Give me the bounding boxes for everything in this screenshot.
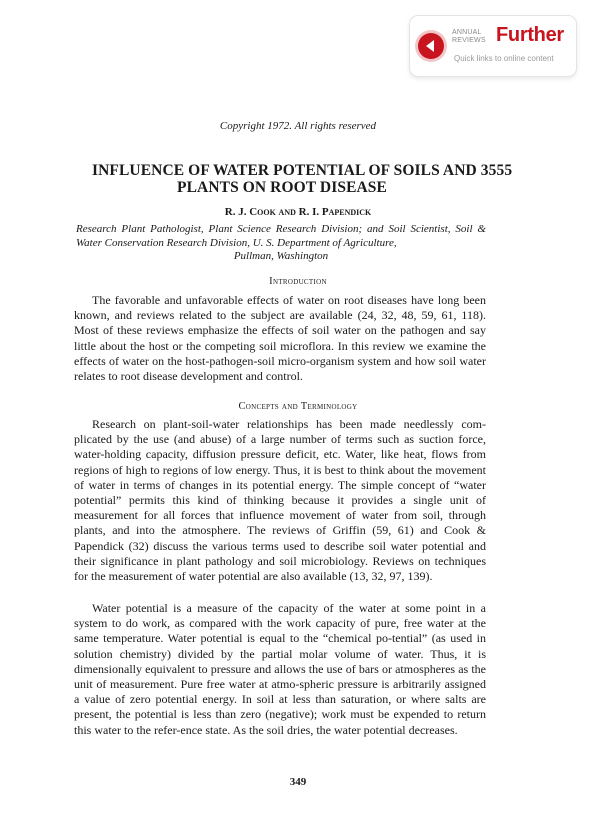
further-links-badge[interactable] (410, 16, 576, 76)
annual-reviews-logo-text (452, 29, 486, 45)
affiliation-location: Pullman, Washington (233, 250, 329, 262)
brand-line-1: ANNUAL (452, 29, 482, 36)
article-title (92, 162, 542, 196)
brand-line-2: REVIEWS (452, 37, 486, 44)
affiliation-text: Research Plant Pathologist, Plant Science Research Division; and Soil Scientist, Soil & Water Conservation Research Division, U. S. Department of Agriculture, (76, 223, 486, 249)
paragraph-concepts-2: Water potential is a measure of the capacity of the water at some point in a system to do work, as compared with the work capacity of pure, free water at the same temperature. Water potential is equal to the “chemical po-tential” (as used in solution chemistry) divided by the partial molar volume of water. Thus, it is dimensionally equivalent to pressure and allows the use of bars or atmospheres as the unit of measurement. Pure free water at atmo-spheric pressure is arbitrarily assigned a value of zero potential energy. In soil at less than saturation, or where salts are present, the potential is less than zero (negative); work must be expended to return this water to the refer-ence state. As the soil dries, the water potential decreases. (74, 601, 486, 737)
title-line-2: PLANTS ON ROOT DISEASE (177, 179, 387, 196)
section-heading-introduction: Introduction (269, 276, 327, 287)
paragraph-concepts-1: Research on plant-soil-water relationships has been made needlessly com-plicated by the use (and abuse) of a large number of terms such as suction force, water-holding capacity, diffusion pressure deficit, etc. Water, like heat, flows from regions of high to regions of low energy. Thus, it is best to think about the movement of water in terms of changes in its potential energy. The simple concept of “water potential” permits this kind of thinking because it provides a single unit of measurement for all forces that influence movement of water from soil, through plants, and into the atmosphere. The reviews of Griffin (59, 61) and Cook & Papendick (32) discuss the various terms used to describe soil water potential and their significance in plant pathology and soil microbiology. Reviews on techniques for the measurement of water potential are also available (13, 32, 97, 139). (74, 417, 486, 584)
further-word: Further (496, 24, 564, 46)
article-code: 3555 (480, 162, 513, 179)
copyright-notice: Copyright 1972. All rights reserved (219, 120, 377, 132)
play-arrow-icon[interactable] (418, 33, 444, 59)
title-line-1: INFLUENCE OF WATER POTENTIAL OF SOILS AND (92, 162, 477, 179)
section-heading-concepts: Concepts and Terminology (238, 401, 358, 412)
paragraph-introduction: The favorable and unfavorable effects of water on root diseases have long been known, and reviews related to the subject are available (24, 32, 48, 59, 61, 118). Most of these reviews emphasize the effects of soil water on the pathogen and say little about the host or the competing soil microflora. In this review we examine the effects of water on the host-pathogen-soil micro-organism system and how soil water relates to root disease development and control. (74, 293, 486, 384)
further-subtitle: Quick links to online content (454, 54, 554, 63)
authors: R. J. Cook and R. I. Papendick (224, 206, 372, 218)
affiliation (76, 223, 486, 264)
page-number: 349 (289, 776, 307, 788)
